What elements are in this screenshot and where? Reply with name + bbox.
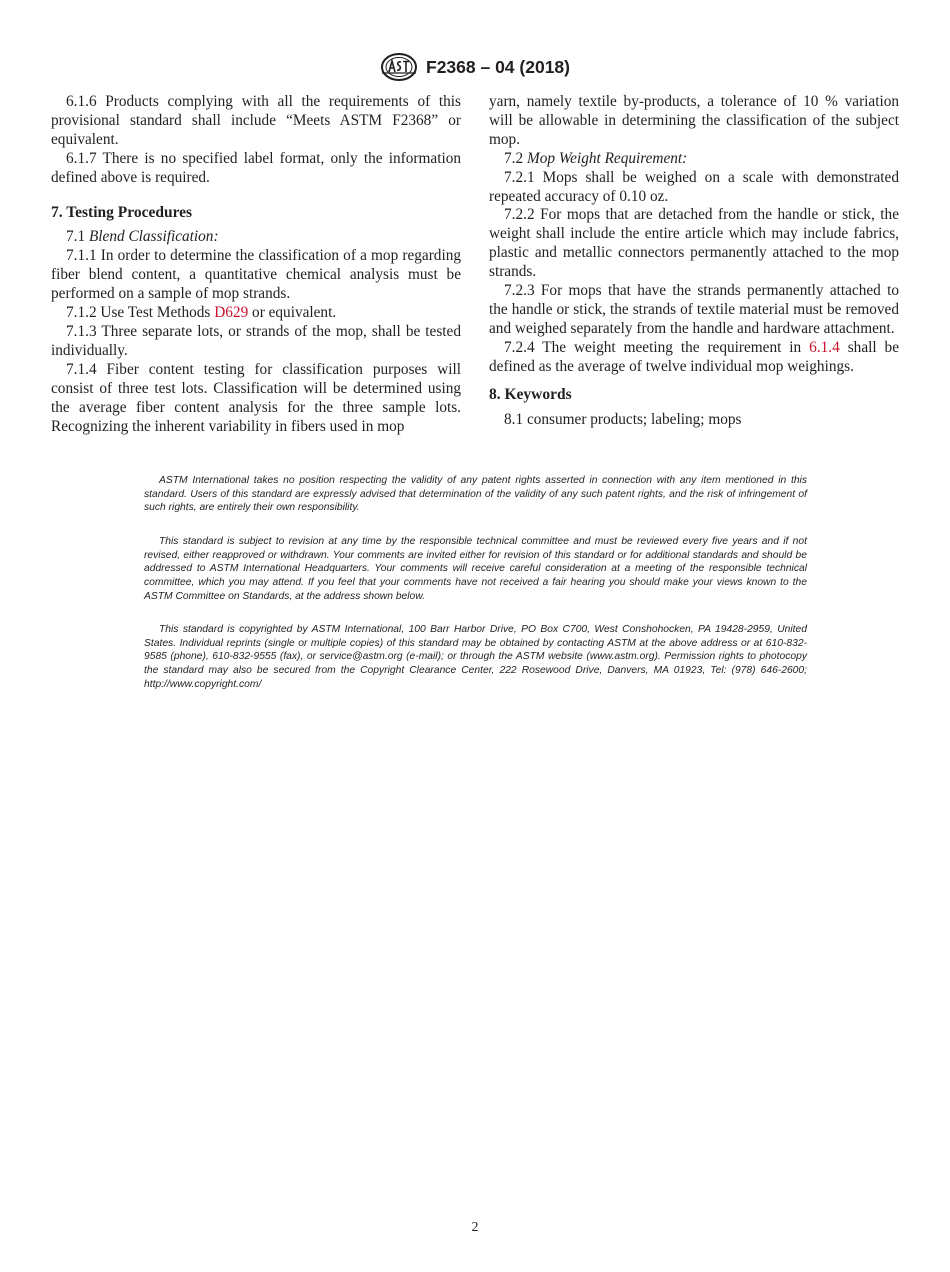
d629-link[interactable]: D629 [214,304,249,322]
section-7-2-4-text-b: shall be defined as the average of twelve individual mop weighings. [489,338,899,375]
section-7-1-3: 7.1.3 Three separate lots, or strands of the mop, shall be tested individually. [51,322,461,359]
section-7-2-2: 7.2.2 For mops that are detached from the handle or stick, the weight shall include the entire article which may include fabrics, plastic and metallic connectors permanently attached to the mop strands. [489,206,899,281]
revision-notice [144,535,807,604]
copyright-notice-text: This standard is copyrighted by ASTM International, 100 Barr Harbor Drive, PO Box C700, West Conshohocken, PA 19428-2959, United States. Individual reprints (single or multiple copies) of this standard may be obtained by contacting ASTM at the above address or at 610-832-9585 (phone), 610-832-9555 (fax), or service@astm.org (e-mail); or through the ASTM website (www.astm.org). Permission rights to photocopy the standard may also be secured from the Copyright Clearance Center, 222 Rosewood Drive, Danvers, MA 01923, Tel: (978) 646-2600; http://www.copyright.com/ [144,624,807,690]
section-7-2 [489,150,899,169]
section-7-1-4-continued: yarn, namely textile by-products, a tolerance of 10 % variation will be allowable in determining the classification of the subject mop. [489,93,899,148]
section-7-1-1: 7.1.1 In order to determine the classification of a mop regarding fiber blend content, a quantitative chemical analysis must be performed on a sample of mop strands. [51,247,461,303]
section-8-heading: 8. Keywords [489,385,572,403]
section-7-1-2-text-a: 7.1.2 Use Test Methods [66,304,215,322]
section-7-1-title: Blend Classification: [88,228,219,246]
section-7-1-4: 7.1.4 Fiber content testing for classification purposes will consist of three test lots. Classification will be determined using the average fiber content analysis for the three sample lots. Recognizing the inherent variability in fibers used in mop [51,360,461,435]
copyright-notice [144,623,807,692]
section-7-1-number: 7.1 [66,228,86,246]
section-7-1-2 [51,304,461,323]
section-6-1-7: 6.1.7 There is no specified label format, only the information defined above is required. [51,149,461,186]
astm-logo-icon [380,52,418,82]
page-number: 2 [471,1220,479,1235]
section-7-2-4-text-a: 7.2.4 The weight meeting the requirement in [504,338,810,356]
section-7-2-title: Mop Weight Requirement: [526,149,688,167]
section-7-2-number: 7.2 [504,149,524,167]
section-7-2-1: 7.2.1 Mops shall be weighed on a scale with demonstrated repeated accuracy of 0.10 oz. [489,168,899,205]
revision-notice-text: This standard is subject to revision at any time by the responsible technical committee and must be reviewed every five years and if not revised, either reapproved or withdrawn. Your comments are invited either for revision of this standard or for additional standards and should be addressed to ASTM International Headquarters. Your comments will receive careful consideration at a meeting of the responsible technical committee, which you may attend. If you feel that your comments have not received a fair hearing you should make your views known to the ASTM Committee on Standards, at the address shown below. [144,536,807,602]
patent-notice [144,474,807,515]
patent-notice-text: ASTM International takes no position respecting the validity of any patent rights asserted in connection with any item mentioned in this standard. Users of this standard are expressly advised that determination of the validity of any such patent rights, and the risk of infringement of such rights, are entirely their own responsibility. [144,475,807,514]
section-7-heading: 7. Testing Procedures [51,203,193,221]
section-6-1-6: 6.1.6 Products complying with all the requirements of this provisional standard shall include “Meets ASTM F2368” or equivalent. [51,93,461,148]
right-column [489,93,899,429]
section-8-1: 8.1 consumer products; labeling; mops [504,410,742,428]
section-7-2-4 [489,339,899,377]
section-7-2-3: 7.2.3 For mops that have the strands permanently attached to the handle or stick, the strands of textile material must be removed and weighed separately from the handle and hardware attachment. [489,282,899,337]
section-7-1-2-text-b: or equivalent. [248,304,337,322]
left-column [51,93,461,436]
page-header [0,52,950,82]
document-id: F2368 – 04 (2018) [426,56,570,77]
section-6-1-4-link[interactable]: 6.1.4 [809,338,840,356]
section-7-1 [51,228,461,247]
